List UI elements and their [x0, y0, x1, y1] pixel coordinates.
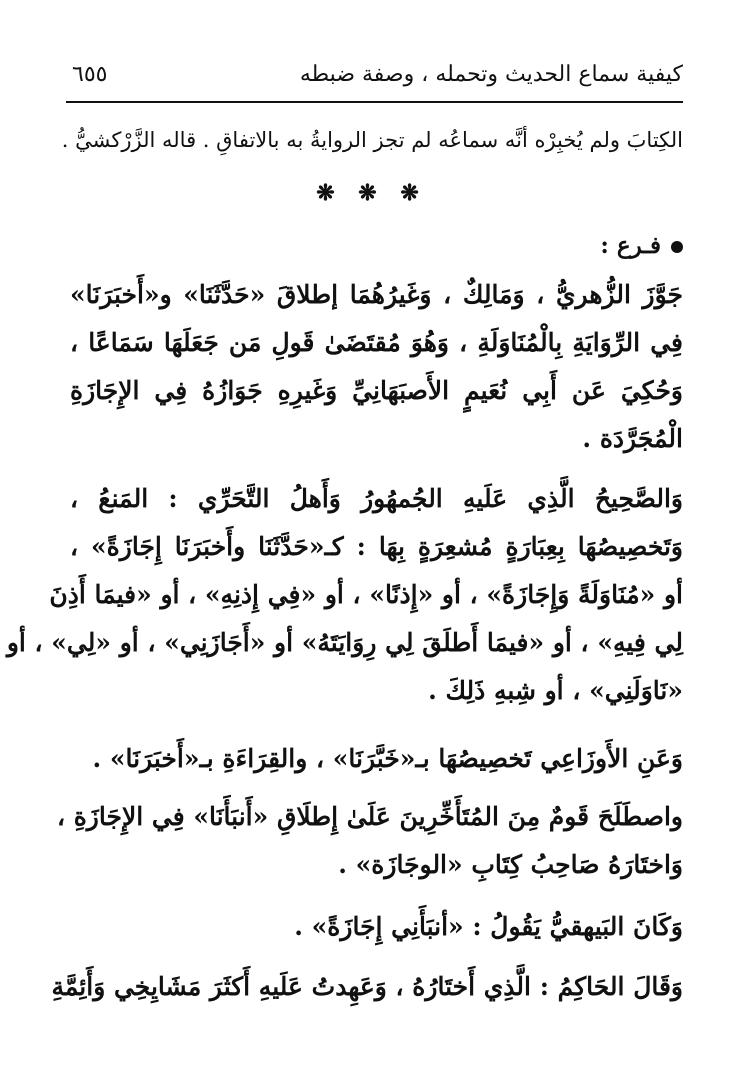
text-line: جَوَّزَ الزُّهريُّ ، وَمَالِكٌ ، وَغَيرُهُمَا إطلاقَ «حَدَّثَنَا» و«أَخبَرَنَا» — [70, 280, 683, 309]
text-line: وَعَنِ الأَوزَاعِي تَخصِيصُهَا بـ«خَبَّرَنَا» ، والقِرَاءَةِ بـ«أَخبَرَنَا» . — [92, 744, 683, 773]
text-line: وَالصَّحِيحُ الَّذِي عَلَيهِ الجُمهُورُ وَأَهلُ التَّحَرِّي : المَنعُ ، — [70, 484, 683, 513]
chapter-title: كيفية سماع الحديث وتحمله ، وصفة ضبطه — [299, 62, 683, 87]
branch-heading — [600, 232, 683, 259]
intro-line: الكِتابَ ولم يُخبِرْه أنَّه سماعُه لم تجز الروايةُ به بالاتفاقِ . قاله الزَّرْكشيُّ . — [61, 128, 683, 152]
text-line: لِي فِيهِ» ، أو «فيمَا أَطلَقَ لِي رِوَايَتَهُ» أو «أَجَازَنِي» ، أو «لِي» ، أو — [6, 628, 683, 657]
text-line: وَحُكِيَ عَن أَبِي نُعَيمٍ الأَصبَهَانِيِّ وَغَيرِهِ جَوَازُهُ فِي الإِجَازَةِ — [70, 376, 683, 405]
text-line: أو «مُنَاوَلَةً وَإِجَازَةً» ، أو «إِذنًا» ، أو «فِي إِذنِهِ» ، أو «فيمَا أَذِنَ — [49, 580, 683, 609]
text-line: وَقَالَ الحَاكِمُ : الَّذِي أَختَارُهُ ، وَعَهِدتُ عَلَيهِ أَكثَرَ مَشَايِخِي وَأَئِمَّةِ — [51, 972, 683, 1001]
text-line: وَتَخصِيصُهَا بِعِبَارَةٍ مُشعِرَةٍ بِهَا : كـ«حَدَّثَنَا وأَخبَرَنَا إِجَازَةً» ، — [70, 532, 683, 561]
bullet-icon — [671, 241, 683, 253]
text-line: الْمُجَرَّدَة . — [582, 424, 683, 453]
text-line: وَكَانَ البَيهقيُّ يَقُولُ : «أنبَأَنِي إِجَازَةً» . — [294, 912, 683, 941]
page-number: ٦٥٥ — [72, 62, 108, 87]
text-line: «نَاوَلَنِي» ، أو شِبهِ ذَلِكَ . — [428, 676, 683, 705]
branch-label: فـرع : — [600, 232, 661, 259]
running-header — [66, 58, 683, 98]
text-line: وَاختَارَهُ صَاحِبُ كِتَابِ «الوجَازَة» . — [338, 850, 683, 879]
section-separator: ❋ ❋ ❋ — [316, 180, 427, 206]
text-line: واصطَلَحَ قَومٌ مِنَ المُتَأَخِّرِينَ عَلَىٰ إِطلَاقِ «أَنبَأَنَا» فِي الإِجَازَةِ ، — [56, 802, 683, 831]
text-line: فِي الرِّوَايَةِ بِالْمُنَاوَلَةِ ، وَهُوَ مُقتَضَىٰ قَولِ مَن جَعَلَهَا سَمَاعًا ، — [70, 328, 683, 357]
header-rule — [66, 101, 683, 103]
